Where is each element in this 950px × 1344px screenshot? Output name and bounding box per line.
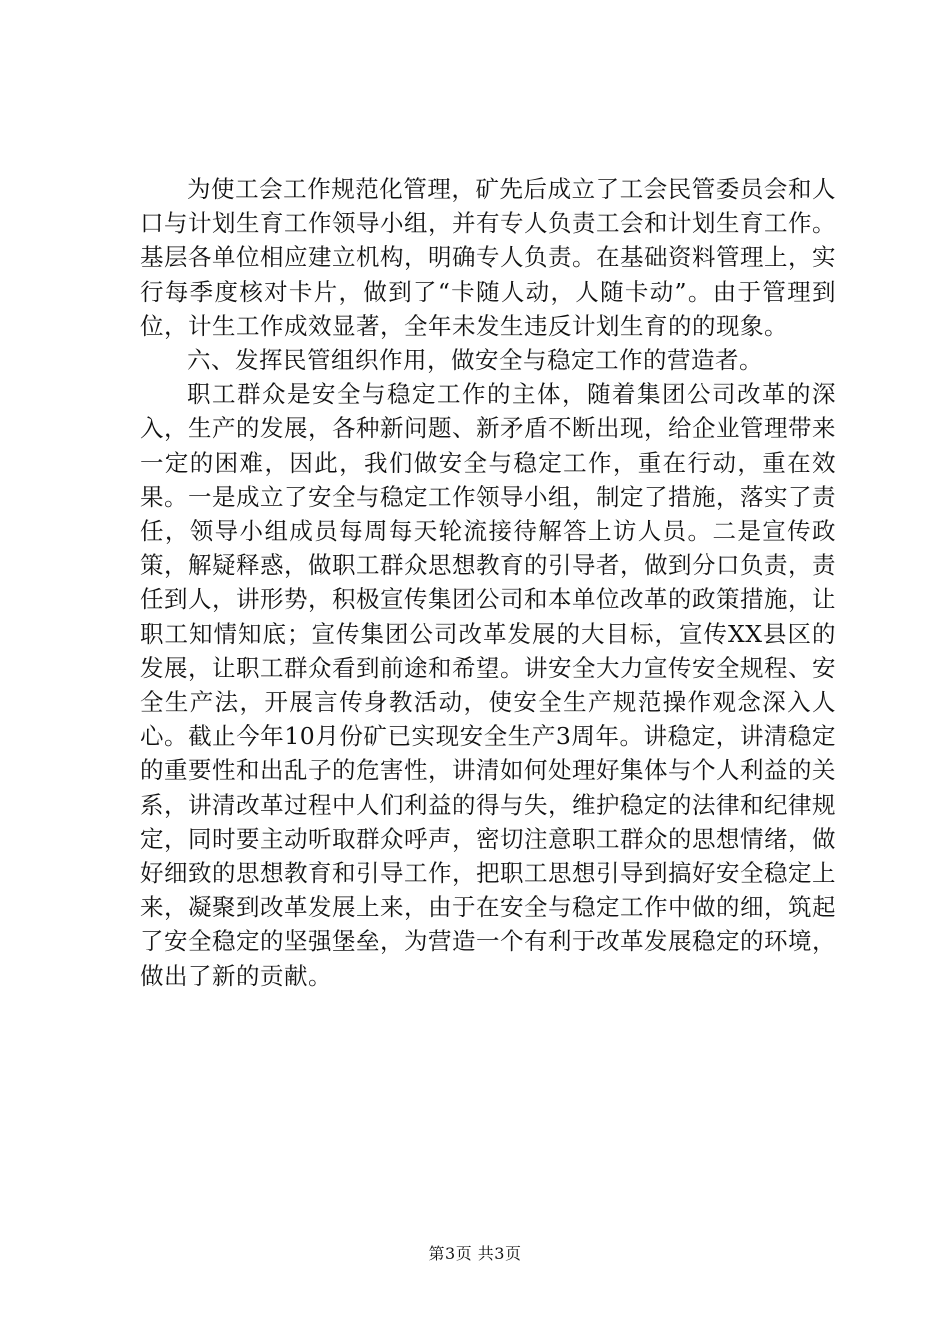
paragraph-union-management: 为使工会工作规范化管理，矿先后成立了工会民管委员会和人口与计划生育工作领导小组，并有专人负责工会和计划生育工作。基层各单位相应建立机构，明确专人负责。在基础资料管理上，实行每季度核对卡片，做到了“卡随人动，人随卡动”。由于管理到位，计生工作成效显著，全年未发生违反计划生育的的现象。	[140, 175, 836, 340]
section-heading-six: 六、发挥民管组织作用，做安全与稳定工作的营造者。	[187, 346, 763, 375]
document-body	[140, 172, 836, 993]
page-number-footer: 第3页 共3页	[428, 1244, 522, 1263]
paragraph-safety-stability: 职工群众是安全与稳定工作的主体，随着集团公司改革的深入，生产的发展，各种新问题、新矛盾不断出现，给企业管理带来一定的困难，因此，我们做安全与稳定工作，重在行动，重在效果。一是成立了安全与稳定工作领导小组，制定了措施，落实了责任，领导小组成员每周每天轮流接待解答上访人员。二是宣传政策，解疑释惑，做职工群众思想教育的引导者，做到分口负责，责任到人，讲形势，积极宣传集团公司和本单位改革的政策措施，让职工知情知底；宣传集团公司改革发展的大目标，宣传XX县区的发展，让职工群众看到前途和希望。讲安全大力宣传安全规程、安全生产法，开展言传身教活动，使安全生产规范操作观念深入人心。截止今年10月份矿已实现安全生产3周年。讲稳定，讲清稳定的重要性和出乱子的危害性，讲清如何处理好集体与个人利益的关系，讲清改革过程中人们利益的得与失，维护稳定的法律和纪律规定，同时要主动听取群众呼声，密切注意职工群众的思想情绪，做好细致的思想教育和引导工作，把职工思想引导到搞好安全稳定上来，凝聚到改革发展上来，由于在安全与稳定工作中做的细，筑起了安全稳定的坚强堡垒，为营造一个有利于改革发展稳定的环境，做出了新的贡献。	[140, 380, 836, 990]
